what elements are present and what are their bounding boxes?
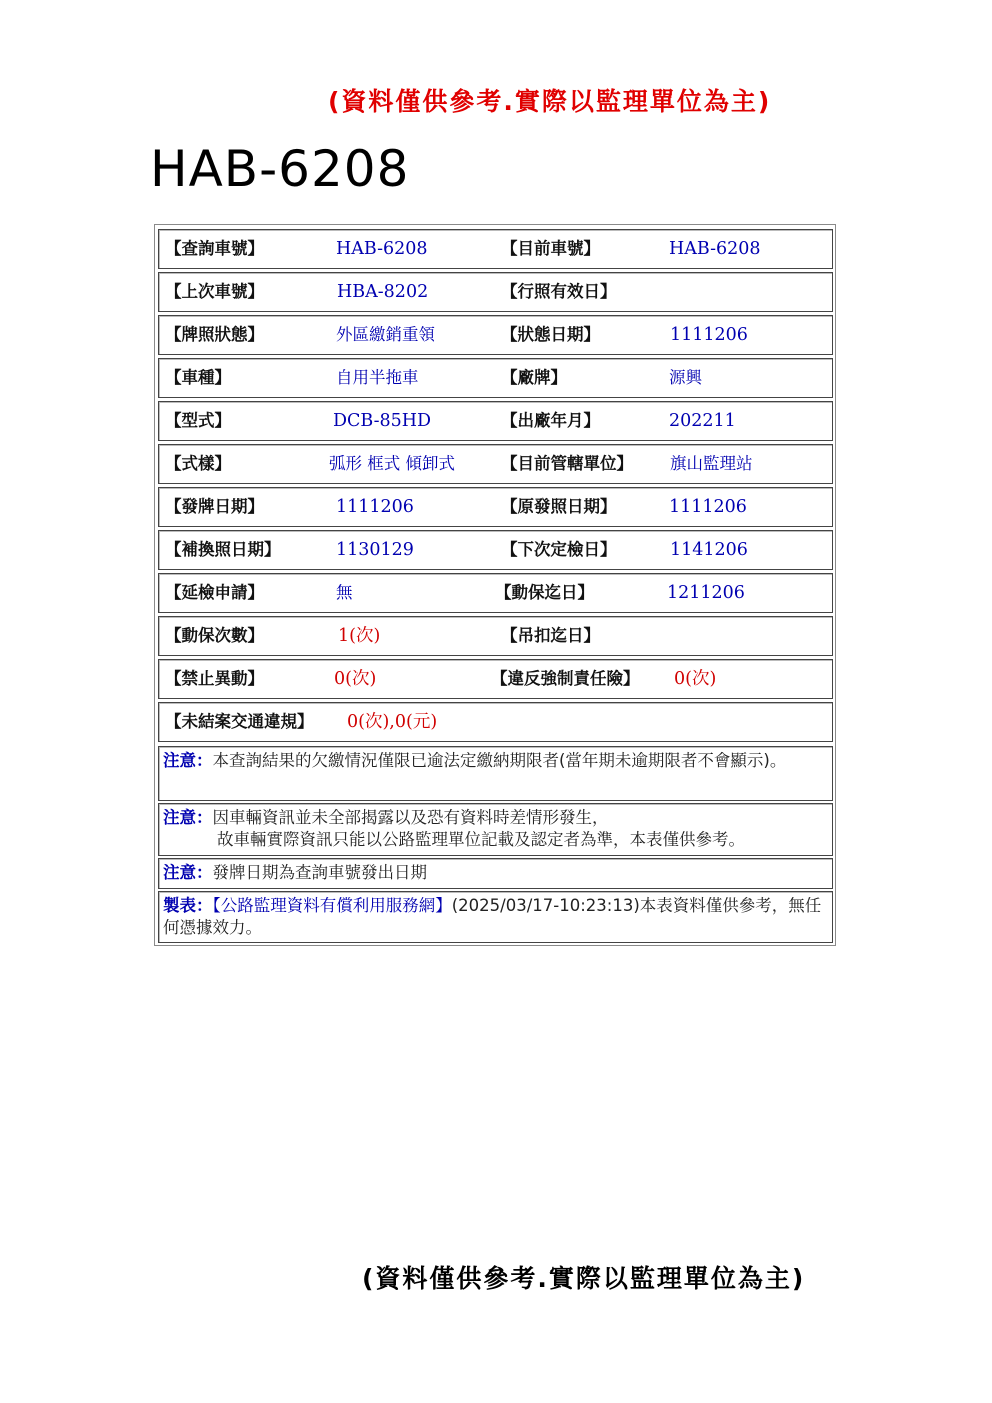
table-row — [158, 401, 833, 441]
jurisdiction-label: 【目前管轄單位】 — [501, 454, 633, 473]
note-key: 注意： — [163, 863, 213, 882]
transfer-ban-label: 【禁止異動】 — [165, 669, 264, 688]
status-date-value: 1111206 — [670, 325, 748, 345]
note-text: 發牌日期為查詢車號發出日期 — [212, 863, 427, 882]
issue-date-label: 【發牌日期】 — [165, 497, 264, 516]
current-plate-value: HAB-6208 — [669, 239, 761, 259]
table-row — [158, 616, 833, 656]
table-row — [158, 573, 833, 613]
style-label: 【式樣】 — [165, 454, 231, 473]
disclaimer-top: (資料僅供參考.實際以監理單位為主) — [328, 87, 772, 116]
query-plate-value: HAB-6208 — [336, 239, 428, 259]
plate-status-label: 【牌照狀態】 — [165, 325, 264, 344]
note-issue-date — [158, 858, 833, 889]
traffic-violation-label: 【未結案交通違規】 — [165, 712, 314, 731]
table-row — [158, 444, 833, 484]
manufacture-date-value: 202211 — [669, 411, 736, 431]
table-row — [158, 702, 833, 742]
vehicle-type-value: 自用半拖車 — [336, 368, 419, 387]
table-footer — [158, 891, 833, 943]
brand-value: 源興 — [669, 368, 702, 387]
license-expiry-label: 【行照有效日】 — [501, 282, 617, 301]
next-inspection-value: 1141206 — [670, 540, 748, 560]
previous-plate-value: HBA-8202 — [337, 282, 429, 302]
suspension-end-label: 【吊扣迄日】 — [501, 626, 600, 645]
inspection-extension-value: 無 — [336, 583, 353, 602]
inspection-extension-label: 【延檢申請】 — [165, 583, 264, 602]
model-value: DCB-85HD — [333, 411, 432, 431]
current-plate-label: 【目前車號】 — [501, 239, 600, 258]
note-key: 注意： — [163, 808, 213, 827]
status-date-label: 【狀態日期】 — [501, 325, 600, 344]
jurisdiction-value: 旗山監理站 — [670, 454, 753, 473]
next-inspection-label: 【下次定檢日】 — [501, 540, 617, 559]
manufacture-date-label: 【出廠年月】 — [501, 411, 600, 430]
note-text: 本查詢結果的欠繳情況僅限已逾法定繳納期限者(當年期未逾期限者不會顯示)。 — [212, 751, 787, 770]
footer-timestamp: (2025/03/17-10:23:13) — [451, 896, 640, 915]
note-key: 注意： — [163, 751, 213, 770]
insurance-violation-value: 0(次) — [674, 669, 717, 689]
previous-plate-label: 【上次車號】 — [165, 282, 264, 301]
replacement-date-value: 1130129 — [336, 540, 414, 560]
plate-heading: HAB-6208 — [150, 140, 410, 198]
table-row — [158, 272, 833, 312]
table-row — [158, 487, 833, 527]
transfer-ban-value: 0(次) — [334, 669, 377, 689]
traffic-violation-value: 0(次),0(元) — [347, 712, 438, 732]
brand-label: 【廠牌】 — [501, 368, 567, 387]
style-value: 弧形 框式 傾卸式 — [329, 454, 455, 473]
chattel-mortgage-count-value: 1(次) — [338, 626, 381, 646]
issue-date-value: 1111206 — [336, 497, 414, 517]
chattel-mortgage-count-label: 【動保次數】 — [165, 626, 264, 645]
replacement-date-label: 【補換照日期】 — [165, 540, 281, 559]
chattel-mortgage-end-value: 1211206 — [667, 583, 745, 603]
table-row — [158, 229, 833, 269]
footer-disclaimer: 本表資料僅供參考，無任何憑據效力。 — [163, 896, 822, 937]
footer-key: 製表： — [163, 896, 213, 915]
chattel-mortgage-end-label: 【動保迄日】 — [495, 583, 594, 602]
vehicle-type-label: 【車種】 — [165, 368, 231, 387]
service-name: 【公路監理資料有償利用服務網】 — [212, 896, 452, 915]
table-row — [158, 315, 833, 355]
table-row — [158, 659, 833, 699]
note-text-line2: 故車輛實際資訊只能以公路監理單位記載及認定者為準，本表僅供參考。 — [217, 830, 745, 849]
note-text-line1: 因車輛資訊並未全部揭露以及恐有資料時差情形發生， — [212, 808, 609, 827]
plate-status-value: 外區繳銷重領 — [336, 325, 435, 344]
original-issue-date-value: 1111206 — [669, 497, 747, 517]
disclaimer-bottom: (資料僅供參考.實際以監理單位為主) — [362, 1264, 806, 1293]
model-label: 【型式】 — [165, 411, 231, 430]
original-issue-date-label: 【原發照日期】 — [501, 497, 617, 516]
insurance-violation-label: 【違反強制責任險】 — [491, 669, 640, 688]
table-row — [158, 358, 833, 398]
query-plate-label: 【查詢車號】 — [165, 239, 264, 258]
note-disclosure — [158, 803, 833, 856]
note-arrears — [158, 746, 833, 801]
table-row — [158, 530, 833, 570]
